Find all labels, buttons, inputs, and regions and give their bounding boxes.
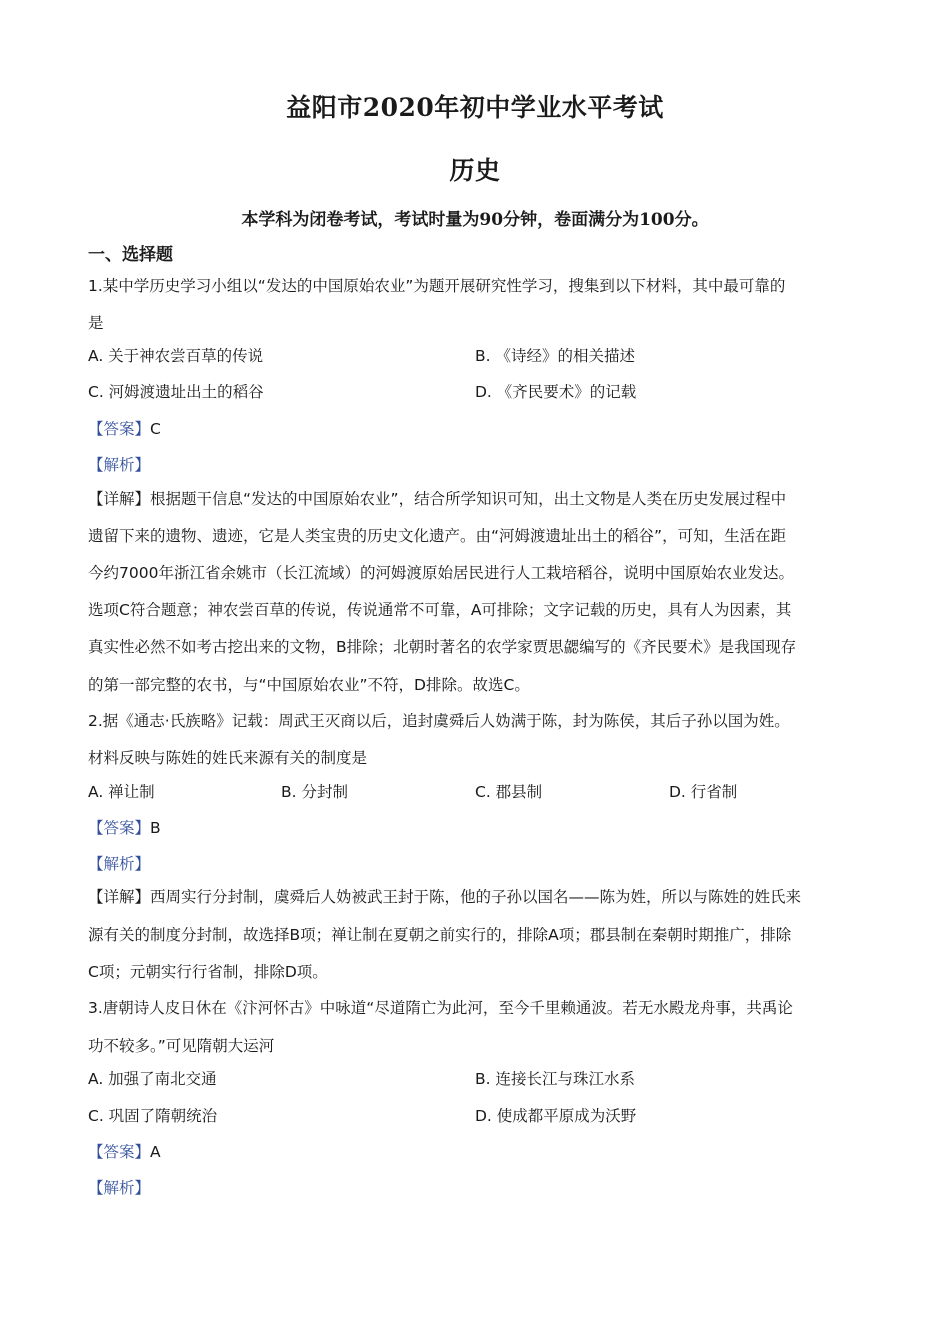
exam-notice: 本学科为闭卷考试，考试时量为90分钟，卷面满分为100分。 [241, 210, 709, 230]
answer-label: 【答案】 [88, 1143, 151, 1161]
q2-analysis-label [88, 854, 863, 874]
q3-stem-line2: 功不较多。”可见隋朝大运河 [88, 1037, 275, 1055]
detail-label: 【详解】 [88, 888, 151, 906]
analysis-label: 【解析】 [88, 1179, 151, 1197]
q3-option-b: B. 连接长江与珠江水系 [475, 1070, 635, 1088]
q1-option-c: C. 河姆渡遗址出土的稻谷 [88, 383, 264, 401]
q1-detail-line4: 选项C符合题意；神农尝百草的传说，传说通常不可靠，A可排除；文字记载的历史，具有人为因素，其 [88, 601, 792, 619]
q3-option-d: D. 使成都平原成为沃野 [475, 1107, 637, 1125]
q3-analysis-label [88, 1178, 863, 1198]
analysis-label: 【解析】 [88, 855, 151, 873]
q3-option-a: A. 加强了南北交通 [88, 1070, 217, 1088]
q3-answer [88, 1142, 863, 1162]
q1-answer [88, 419, 863, 439]
q2-answer [88, 818, 863, 838]
q1-option-b: B. 《诗经》的相关描述 [475, 347, 635, 365]
q1-detail-line6: 的第一部完整的农书，与“中国原始农业”不符，D排除。故选C。 [88, 676, 530, 694]
q3-stem-line1: 3.唐朝诗人皮日休在《汴河怀古》中咏道“尽道隋亡为此河，至今千里赖通波。若无水殿龙舟事，共禹论 [88, 999, 793, 1017]
q1-detail-line5: 真实性必然不如考古挖出来的文物，B排除；北朝时著名的农学家贾思勰编写的《齐民要术》是我国现存 [88, 638, 797, 656]
answer-value: C [150, 420, 161, 438]
q2-option-a: A. 禅让制 [88, 783, 155, 801]
answer-value: A [150, 1143, 161, 1161]
detail-text: 西周实行分封制，虞舜后人妫被武王封于陈，他的子孙以国名——陈为姓，所以与陈姓的姓氏来 [150, 888, 802, 906]
section-heading: 一、选择题 [88, 245, 173, 265]
q2-option-d: D. 行省制 [669, 783, 738, 801]
q1-detail-line1 [88, 489, 863, 509]
answer-value: B [150, 819, 161, 837]
q1-detail-line3: 今约7000年浙江省余姚市（长江流域）的河姆渡原始居民进行人工栽培稻谷，说明中国原始农业发达。 [88, 564, 794, 582]
subject-title: 历史 [449, 156, 501, 185]
q2-detail-line3: C项；元朝实行行省制，排除D项。 [88, 963, 328, 981]
answer-label: 【答案】 [88, 420, 151, 438]
exam-title: 益阳市2020年初中学业水平考试 [286, 93, 664, 122]
q1-detail-line2: 遗留下来的遗物、遗迹，它是人类宝贵的历史文化遗产。由“河姆渡遗址出土的稻谷”，可知，生活在距 [88, 527, 787, 545]
q1-stem-line1: 1.某中学历史学习小组以“发达的中国原始农业”为题开展研究性学习，搜集到以下材料，其中最可靠的 [88, 277, 786, 295]
detail-text: 根据题干信息“发达的中国原始农业”，结合所学知识可知，出土文物是人类在历史发展过程中 [150, 490, 787, 508]
answer-label: 【答案】 [88, 819, 151, 837]
q2-option-c: C. 郡县制 [475, 783, 543, 801]
q2-detail-line1 [88, 887, 863, 907]
q1-option-a: A. 关于神农尝百草的传说 [88, 347, 264, 365]
q1-stem-line2: 是 [88, 314, 104, 332]
q2-stem-line1: 2.据《通志·氏族略》记载：周武王灭商以后，追封虞舜后人妫满于陈，封为陈侯，其后子孙以国为姓。 [88, 712, 790, 730]
q2-option-b: B. 分封制 [281, 783, 348, 801]
analysis-label: 【解析】 [88, 456, 151, 474]
q2-detail-line2: 源有关的制度分封制，故选择B项；禅让制在夏朝之前实行的，排除A项；郡县制在秦朝时期推广，排除 [88, 926, 792, 944]
q3-option-c: C. 巩固了隋朝统治 [88, 1107, 218, 1125]
q1-analysis-label [88, 455, 863, 475]
q2-stem-line2: 材料反映与陈姓的姓氏来源有关的制度是 [88, 749, 368, 767]
detail-label: 【详解】 [88, 490, 151, 508]
q1-option-d: D. 《齐民要术》的记载 [475, 383, 637, 401]
